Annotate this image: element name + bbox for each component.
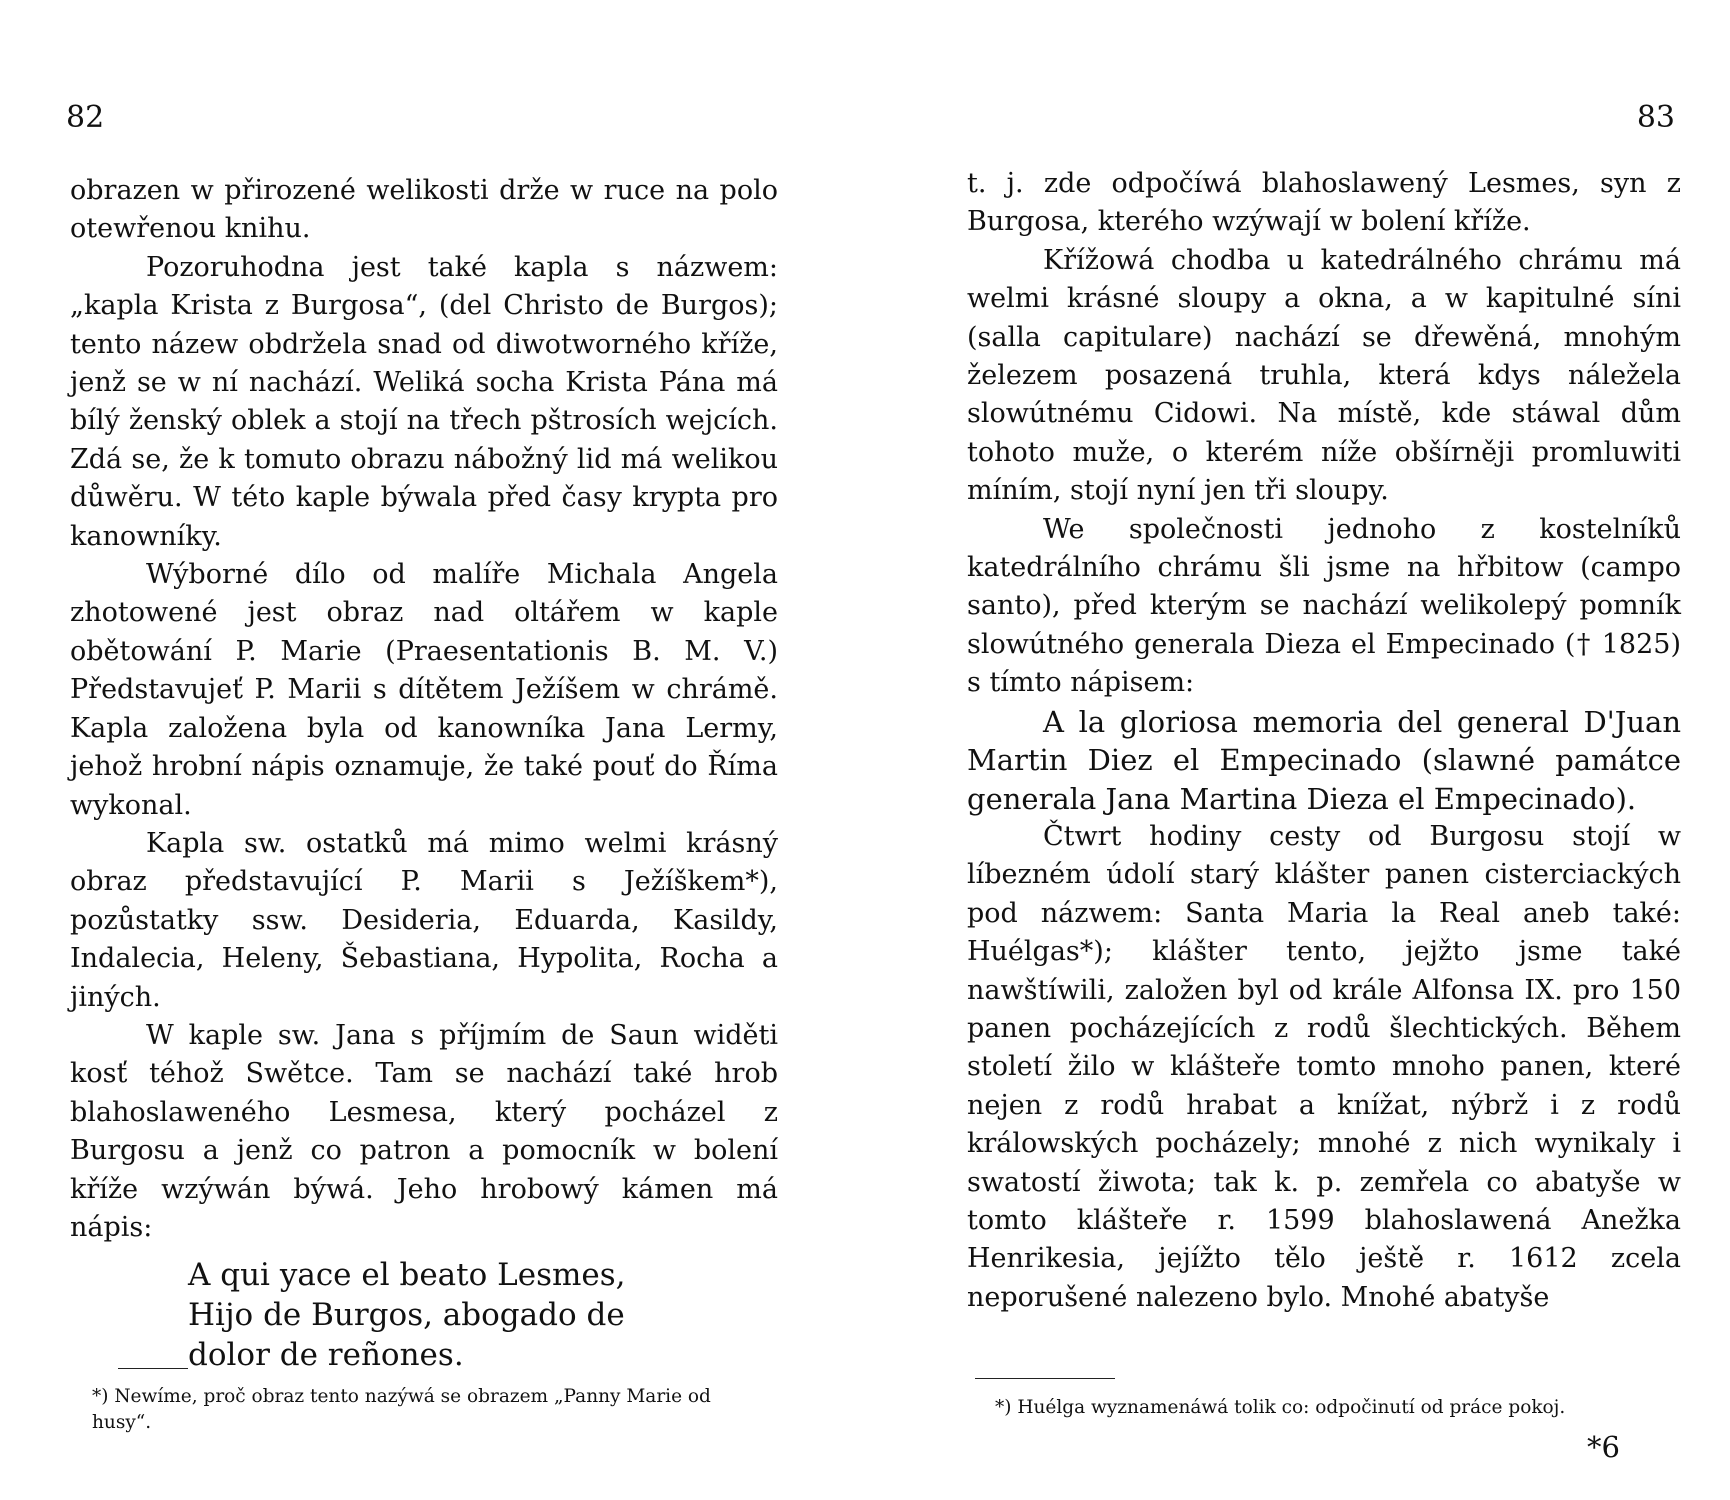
page-number: 82 <box>66 100 105 135</box>
text-column <box>967 165 1681 1317</box>
inscription-quote: A la gloriosa memoria del general D'Juan Martin Diez el Empecinado (slawné památce generala Jana Martina Dieza el Empecinado). <box>967 704 1681 816</box>
footnote-divider <box>975 1378 1115 1379</box>
inscription-quote <box>188 1255 778 1375</box>
paragraph: We společnosti jednoho z kostelníků katedrálního chrámu šli jsme na hřbitow (campo santo), před kterým se nachází welikolepý pomník slowútného generala Dieza el Empecinado († 1825) s tímto nápisem: <box>967 513 1681 699</box>
paragraph: Kapla sw. ostatků má mimo welmi krásný obraz představující P. Marii s Ježíškem*), pozůstatky ssw. Desideria, Eduarda, Kasildy, Indalecia, Heleny, Šebastiana, Hypolita, Rocha a jiných. <box>70 827 778 1013</box>
right-page <box>865 0 1730 1500</box>
quote-line: Hijo de Burgos, abogado de <box>188 1297 625 1334</box>
text-column <box>70 172 778 1375</box>
paragraph: Pozoruhodna jest také kapla s názwem: „kapla Krista z Burgosa“, (del Christo de Burgos); tento názew obdržela snad od diwotworného kříže, jenž se w ní nachází. Weliká socha Krista Pána má bílý ženský oblek a stojí na třech pštrosích wejcích. Zdá se, že k tomuto obrazu nábožný lid má welikou důwěru. W této kaple býwala před časy krypta pro kanowníky. <box>70 251 778 552</box>
quote-line: A qui yace el beato Lesmes, <box>188 1257 626 1294</box>
footnote: *) Huélga wyznamenáwá tolik co: odpočinutí od práce pokoj. <box>995 1397 1566 1418</box>
paragraph: obrazen w přirozené welikosti drže w ruce na polo otewřenou knihu. <box>70 175 778 245</box>
footnote-divider <box>118 1368 188 1369</box>
paragraph: W kaple sw. Jana s příjmím de Saun widěti kosť téhož Swětce. Tam se nachází také hrob blahoslaweného Lesmesa, který pocházel z Burgosu a jenž co patron a pomocník w bolení kříže wzýwán býwá. Jeho hrobowý kámen má nápis: <box>70 1019 778 1243</box>
paragraph: Wýborné dílo od malíře Michala Angela zhotowené jest obraz nad oltářem w kaple obětowání P. Marie (Praesentationis B. M. V.) Představujeť P. Marii s dítětem Ježíšem w chrámě. Kapla založena byla od kanowníka Jana Lermy, jehož hrobní nápis oznamuje, že také pouť do Říma wykonal. <box>70 559 778 821</box>
paragraph: Čtwrt hodiny cesty od Burgosu stojí w líbezném údolí starý klášter panen cisterciackých pod názwem: Santa Maria la Real aneb také: Huélgas*); klášter tento, jejžto jsme také nawštíwili, založen byl od krále Alfonsa IX. pro 150 panen pocházejících z rodů šlechtických. Během století žilo w klášteře tomto mnoho panen, které nejen z rodů hrabat a knížat, nýbrž i z rodů králowských pocházely; mnohé z nich wynikaly i swatostí žiwota; tak k. p. zemřela co abatyše w tomto klášteře r. 1599 blahoslawená Anežka Henrikesia, jejížto tělo ještě r. 1612 zcela neporušené nalezeno bylo. Mnohé abatyše <box>967 820 1681 1313</box>
footnote: *) Newíme, proč obraz tento nazýwá se obrazem „Panny Marie od husy“. <box>92 1386 711 1433</box>
quote-line: dolor de reñones. <box>188 1337 464 1374</box>
signature-mark: *6 <box>1587 1430 1620 1464</box>
paragraph: t. j. zde odpočíwá blahoslawený Lesmes, syn z Burgosa, kterého wzýwají w bolení kříže. <box>967 168 1681 238</box>
paragraph: Křížowá chodba u katedrálného chrámu má welmi krásné sloupy a okna, a w kapitulné síni (salla capitulare) nachází se dřewěná, mnohým železem posazená truhla, která kdys náležela slowútnému Cidowi. Na místě, kde stáwal dům tohoto muže, o kterém níže obšírněji promluwiti míním, stojí nyní jen tři sloupy. <box>967 244 1681 507</box>
page-number: 83 <box>1636 100 1675 135</box>
